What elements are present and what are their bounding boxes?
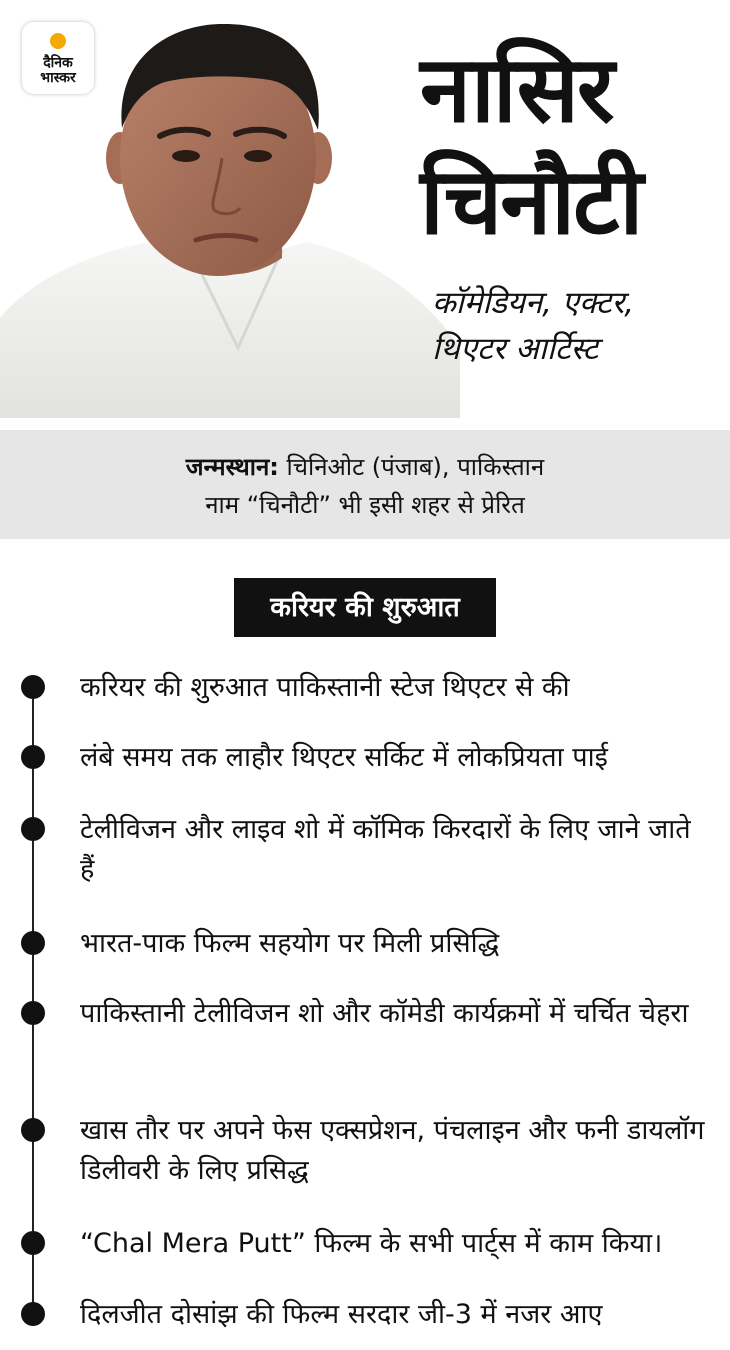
bullet-dot (21, 1231, 45, 1255)
name-origin-note: नाम “चिनौटी” भी इसी शहर से प्रेरित (205, 491, 525, 519)
logo-text-line2: भास्कर (40, 70, 76, 86)
career-point-7: “Chal Mera Putt” फिल्म के सभी पार्ट्स में काम किया। (80, 1228, 663, 1259)
section-title: करियर की शुरुआत (234, 578, 496, 637)
birthplace-label: जन्मस्थान: (185, 453, 279, 481)
birthplace-band (0, 430, 730, 539)
role-line1: कॉमेडियन, एक्टर, (432, 285, 635, 321)
birthplace-value: चिनिओट (पंजाब), पाकिस्तान (278, 453, 545, 481)
bullet-dot (21, 1001, 45, 1025)
portrait-photo (0, 18, 460, 418)
birthplace-line (0, 450, 730, 484)
bullet-dot (21, 1118, 45, 1142)
bullet-dot (21, 1302, 45, 1326)
career-point-6: खास तौर पर अपने फेस एक्सप्रेशन, पंचलाइन और फनी डायलॉग डिलीवरी के लिए प्रसिद्ध (80, 1115, 705, 1186)
career-point-2: लंबे समय तक लाहौर थिएटर सर्किट में लोकप्रियता पाई (80, 742, 608, 773)
name-line2: चिनौटी (420, 148, 642, 255)
bullet-dot (21, 817, 45, 841)
career-point-8: दिलजीत दोसांझ की फिल्म सरदार जी-3 में नजर आए (80, 1299, 603, 1330)
bullet-dot (21, 745, 45, 769)
role-line2: थिएटर आर्टिस्ट (432, 331, 599, 367)
career-point-1: करियर की शुरुआत पाकिस्तानी स्टेज थिएटर से की (80, 672, 570, 703)
logo-text-line1: दैनिक (43, 55, 73, 71)
timeline-line (32, 686, 34, 1314)
header (0, 0, 730, 425)
bullet-dot (21, 675, 45, 699)
career-point-3: टेलीविजन और लाइव शो में कॉमिक किरदारों के लिए जाने जाते हैं (80, 814, 691, 885)
career-point-5: पाकिस्तानी टेलीविजन शो और कॉमेडी कार्यक्रमों में चर्चित चेहरा (80, 998, 689, 1029)
bullet-dot (21, 931, 45, 955)
career-point-4: भारत-पाक फिल्म सहयोग पर मिली प्रसिद्धि (80, 928, 500, 959)
name-line1: नासिर (420, 36, 613, 143)
